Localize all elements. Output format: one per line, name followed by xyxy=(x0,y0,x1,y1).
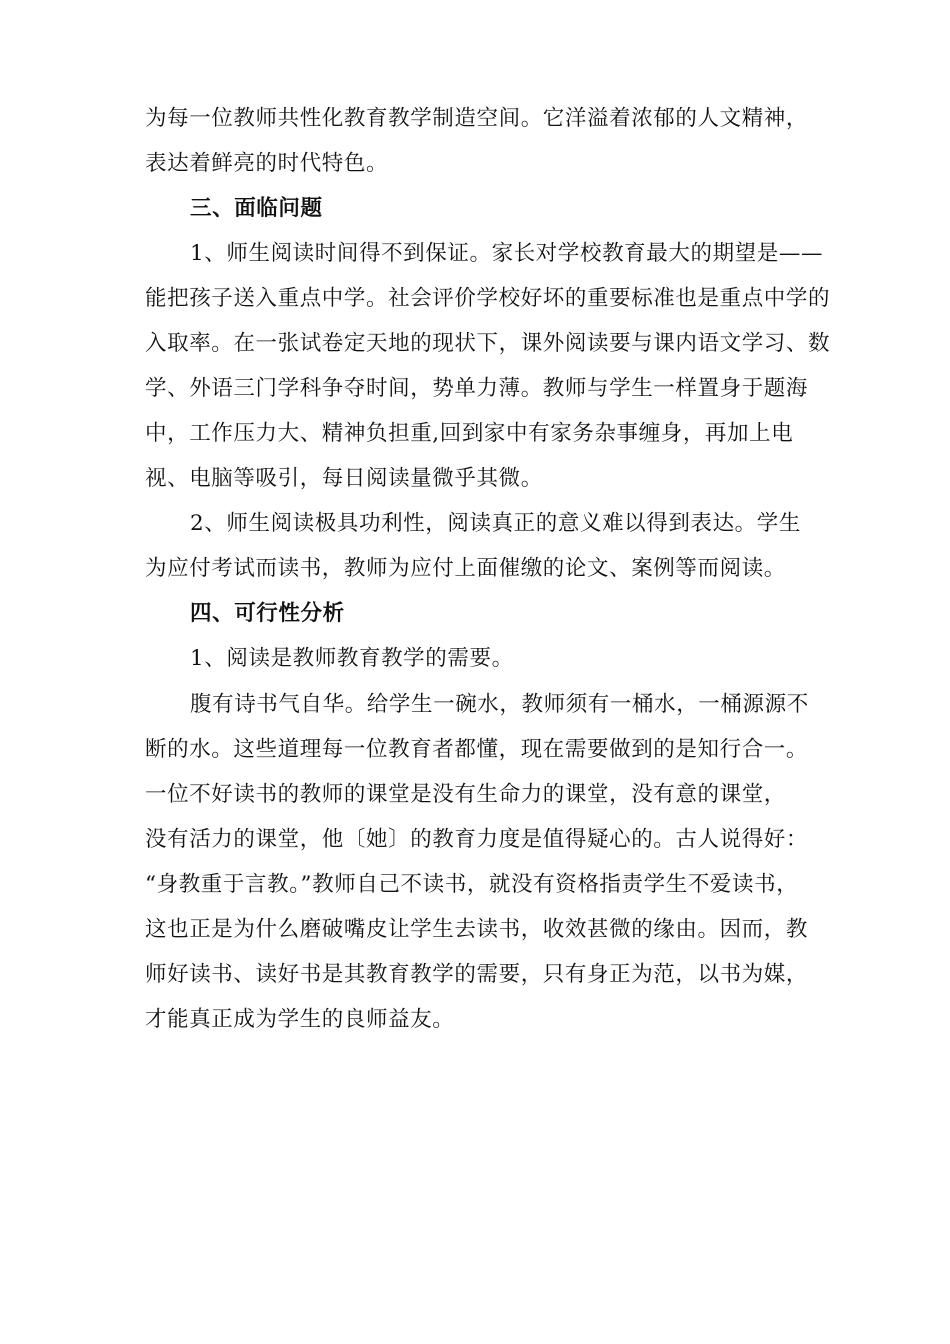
paragraph-line: 表达着鲜亮的时代特色。 xyxy=(145,151,389,176)
section-heading: 三、面临问题 xyxy=(190,196,323,221)
paragraph-line: 才能真正成为学生的良师益友。 xyxy=(145,1007,455,1032)
paragraph-line: 断的水。这些道理每一位教育者都懂，现在需要做到的是知行合一。 xyxy=(145,737,809,762)
section-heading: 四、可行性分析 xyxy=(190,601,345,626)
paragraph-line: 1、阅读是教师教育教学的需要。 xyxy=(190,646,514,671)
paragraph-line: 能把孩子送入重点中学。社会评价学校好坏的重要标准也是重点中学的 xyxy=(145,286,831,311)
paragraph-line: 入取率。在一张试卷定天地的现状下，课外阅读要与课内语文学习、数 xyxy=(145,331,831,356)
paragraph-line: 2、师生阅读极具功利性，阅读真正的意义难以得到表达。学生 xyxy=(190,511,801,536)
paragraph-line: 视、电脑等吸引，每日阅读量微乎其微。 xyxy=(145,466,543,491)
paragraph-line: 1、师生阅读时间得不到保证。家长对学校教育最大的期望是—— xyxy=(190,241,824,266)
paragraph-line: 没有活力的课堂，他〔她〕的教育力度是值得疑心的。古人说得好： xyxy=(145,827,809,852)
paragraph-line: 为每一位教师共性化教育教学制造空间。它洋溢着浓郁的人文精神， xyxy=(145,106,809,131)
paragraph-line: “身教重于言教。”教师自己不读书，就没有资格指责学生不爱读书， xyxy=(145,872,799,897)
paragraph-line: 学、外语三门学科争夺时间，势单力薄。教师与学生一样置身于题海 xyxy=(145,376,809,401)
paragraph-line: 腹有诗书气自华。给学生一碗水，教师须有一桶水，一桶源源不 xyxy=(190,692,809,717)
paragraph-line: 一位不好读书的教师的课堂是没有生命力的课堂，没有意的课堂， xyxy=(145,782,786,807)
paragraph-line: 中，工作压力大、精神负担重,回到家中有家务杂事缠身，再加上电 xyxy=(145,421,794,446)
paragraph-line: 为应付考试而读书，教师为应付上面催缴的论文、案例等而阅读。 xyxy=(145,556,786,581)
paragraph-line: 师好读书、读好书是其教育教学的需要，只有身正为范，以书为媒， xyxy=(145,962,809,987)
paragraph-line: 这也正是为什么磨破嘴皮让学生去读书，收效甚微的缘由。因而，教 xyxy=(145,917,809,942)
